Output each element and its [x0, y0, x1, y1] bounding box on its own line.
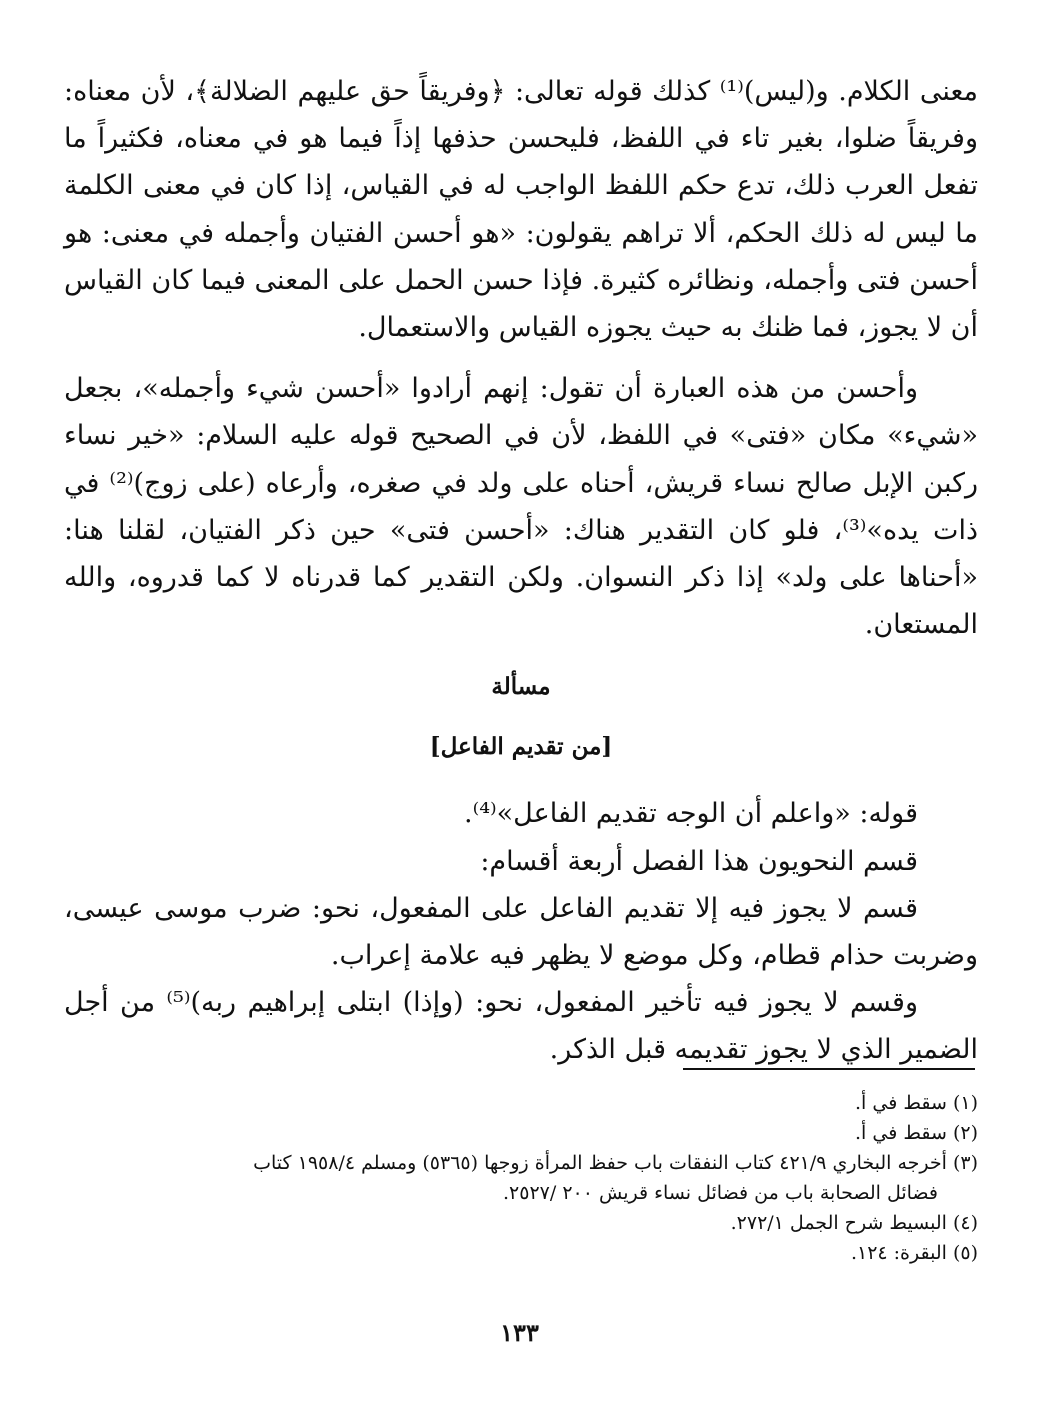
paragraph-1: معنى الكلام. و(ليس)⁽¹⁾ كذلك قوله تعالى: ﴿وفريقاً حق عليهم الضلالة﴾، لأن معناه: وفريقاً ضلوا، بغير تاء في اللفظ، فليحسن حذفها إذاً فيما هو في معناه، فكثيراً ما تفعل العرب ذلك، تدع حكم اللفظ الواجب له في القياس، إذا كان في معنى الكلمة ما ليس له ذلك الحكم، ألا تراهم يقولون: «هو أحسن الفتيان وأجمله في معنى: هو أحسن فتى وأجمله، ونظائره كثيرة. فإذا حسن الحمل على المعنى فيما كان القياس أن لا يجوز، فما ظنك به حيث يجوزه القياس والاستعمال.: [64, 76, 978, 344]
footnote-2: (٢) سقط في أ.: [855, 1122, 978, 1144]
footnote-3-continuation: فضائل الصحابة باب من فضائل نساء قريش ٢٠٠ /٢٥٢٧.: [503, 1182, 938, 1204]
footnote-3: (٣) أخرجه البخاري ٤٢١/٩ كتاب النفقات باب حفظ المرأة زوجها (٥٣٦٥) ومسلم ١٩٥٨/٤ كتاب: [253, 1152, 978, 1174]
page-body: [64, 68, 978, 1074]
paragraph-5: قسم لا يجوز فيه إلا تقديم الفاعل على المفعول، نحو: ضرب موسى عيسى، وضربت حذام قطام، وكل موضع لا يظهر فيه علامة إعراب.: [64, 892, 978, 972]
footnote-4: (٤) البسيط شرح الجمل ٢٧٢/١.: [730, 1212, 978, 1234]
footnotes: [64, 1088, 978, 1268]
page-number: ١٣٣: [500, 1318, 539, 1347]
section-heading: مسألة: [491, 673, 551, 701]
footnote-separator: [683, 1068, 975, 1070]
paragraph-4: قسم النحويون هذا الفصل أربعة أقسام:: [480, 845, 918, 877]
paragraph-3: قوله: «واعلم أن الوجه تقديم الفاعل»⁽⁴⁾.: [463, 798, 918, 830]
paragraph-6: وقسم لا يجوز فيه تأخير المفعول، نحو: (وإذا) ابتلى إبراهيم ربه)⁽⁵⁾ من أجل الضمير الذي لا يجوز تقديمه قبل الذكر.: [64, 987, 978, 1066]
section-subheading: [من تقديم الفاعل]: [429, 733, 613, 761]
footnote-5: (٥) البقرة: ١٢٤.: [850, 1242, 978, 1264]
footnote-1: (١) سقط في أ.: [855, 1092, 978, 1114]
paragraph-2: وأحسن من هذه العبارة أن تقول: إنهم أرادوا «أحسن شيء وأجمله»، بجعل «شيء» مكان «فتى» في اللفظ، لأن في الصحيح قوله عليه السلام: «خير نساء ركبن الإبل صالح نساء قريش، أحناه على ولد في صغره، وأرعاه (على زوج)⁽²⁾ في ذات يده»⁽³⁾، فلو كان التقدير هناك: «أحسن فتى» حين ذكر الفتيان، لقلنا هنا: «أحناها على ولد» إذا ذكر النسوان. ولكن التقدير كما قدرناه لا كما قدروه، والله المستعان.: [64, 373, 978, 641]
